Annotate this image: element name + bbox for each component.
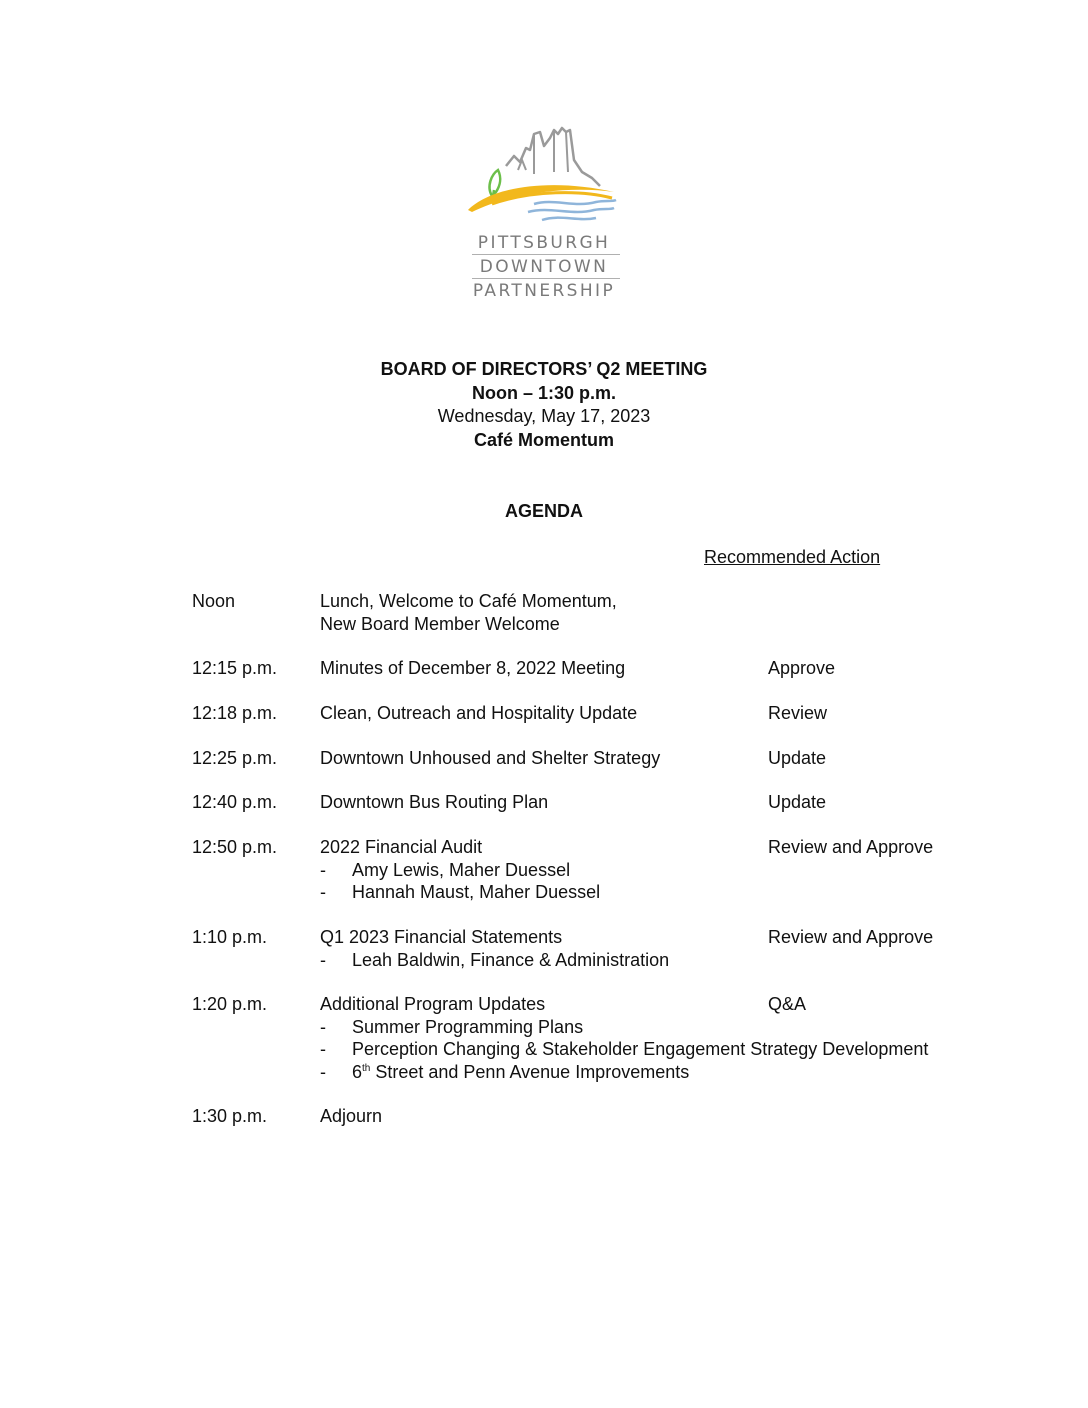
agenda-action: Review and Approve [768, 927, 934, 947]
meeting-title: BOARD OF DIRECTORS’ Q2 MEETING [380, 359, 708, 379]
agenda-item-line: Q1 2023 Financial Statements [320, 927, 563, 947]
bullet-dash: - [320, 949, 326, 970]
agenda-sub-item-text: Hannah Maust, Maher Duessel [352, 882, 601, 902]
sub-item-ordinal: th [362, 1062, 371, 1074]
meeting-venue: Café Momentum [473, 430, 614, 450]
agenda-sub-item-text: Amy Lewis, Maher Duessel [352, 859, 571, 880]
agenda-action: Review and Approve [768, 837, 934, 857]
bullet-dash: - [320, 1061, 326, 1082]
bullet-dash: - [320, 1039, 326, 1059]
meeting-time: Noon – 1:30 p.m. [471, 383, 617, 403]
agenda-sub-item [320, 881, 600, 904]
agenda-time: 1:20 p.m. [192, 994, 268, 1014]
agenda-time: 12:18 p.m. [192, 703, 278, 723]
logo-text-downtown: DOWNTOWN [479, 257, 609, 277]
agenda-sub-item [320, 1038, 928, 1061]
agenda-heading: AGENDA [504, 501, 583, 521]
agenda-time: 12:25 p.m. [192, 748, 278, 768]
skyline-logo-icon [462, 126, 626, 226]
meeting-date: Wednesday, May 17, 2023 [437, 406, 651, 426]
agenda-time: 12:40 p.m. [192, 792, 278, 812]
agenda-item: Clean, Outreach and Hospitality Update [320, 703, 638, 723]
bullet-dash: - [320, 882, 326, 902]
agenda-sub-item [320, 949, 669, 972]
logo-text-pittsburgh: PITTSBURGH [477, 233, 611, 253]
logo [462, 126, 626, 302]
agenda-sub-item-text: Street and Penn Avenue Improvements [370, 1061, 690, 1082]
logo-text-partnership: PARTNERSHIP [472, 281, 616, 301]
agenda-item: Adjourn [320, 1106, 383, 1126]
agenda-item-line: New Board Member Welcome [320, 613, 560, 634]
agenda-action: Q&A [768, 994, 807, 1014]
agenda-item: Minutes of December 8, 2022 Meeting [320, 658, 626, 678]
bullet-dash: - [320, 1016, 326, 1037]
agenda-action: Approve [768, 658, 836, 678]
agenda-item [320, 836, 600, 904]
agenda-sub-item-text: Perception Changing & Stakeholder Engagement Strategy Development [352, 1039, 929, 1059]
agenda-time: 12:15 p.m. [192, 658, 278, 678]
agenda-sub-item-text: Summer Programming Plans [352, 1016, 584, 1037]
logo-divider [472, 278, 620, 279]
agenda-action: Review [768, 703, 828, 723]
agenda-sub-item-text: Leah Baldwin, Finance & Administration [352, 949, 670, 970]
agenda-item-line: Additional Program Updates [320, 994, 546, 1014]
sub-item-number: 6 [352, 1061, 363, 1082]
agenda-time: 1:30 p.m. [192, 1106, 268, 1126]
agenda-sub-item [320, 1016, 928, 1039]
bullet-dash: - [320, 859, 326, 880]
agenda-time: Noon [192, 591, 236, 611]
agenda-item-line: Lunch, Welcome to Café Momentum, [320, 591, 617, 611]
logo-divider [472, 254, 620, 255]
agenda-action: Update [768, 792, 827, 812]
agenda-item [320, 926, 669, 971]
recommended-action-heading: Recommended Action [704, 547, 881, 567]
agenda-action: Update [768, 748, 827, 768]
agenda-item [320, 993, 928, 1083]
agenda-item: Downtown Unhoused and Shelter Strategy [320, 748, 661, 768]
agenda-sub-item [320, 859, 600, 882]
agenda-item [320, 590, 617, 635]
agenda-time: 12:50 p.m. [192, 837, 278, 857]
agenda-item: Downtown Bus Routing Plan [320, 792, 549, 812]
agenda-item-line: 2022 Financial Audit [320, 837, 483, 857]
agenda-sub-item [320, 1061, 928, 1084]
agenda-time: 1:10 p.m. [192, 927, 268, 947]
